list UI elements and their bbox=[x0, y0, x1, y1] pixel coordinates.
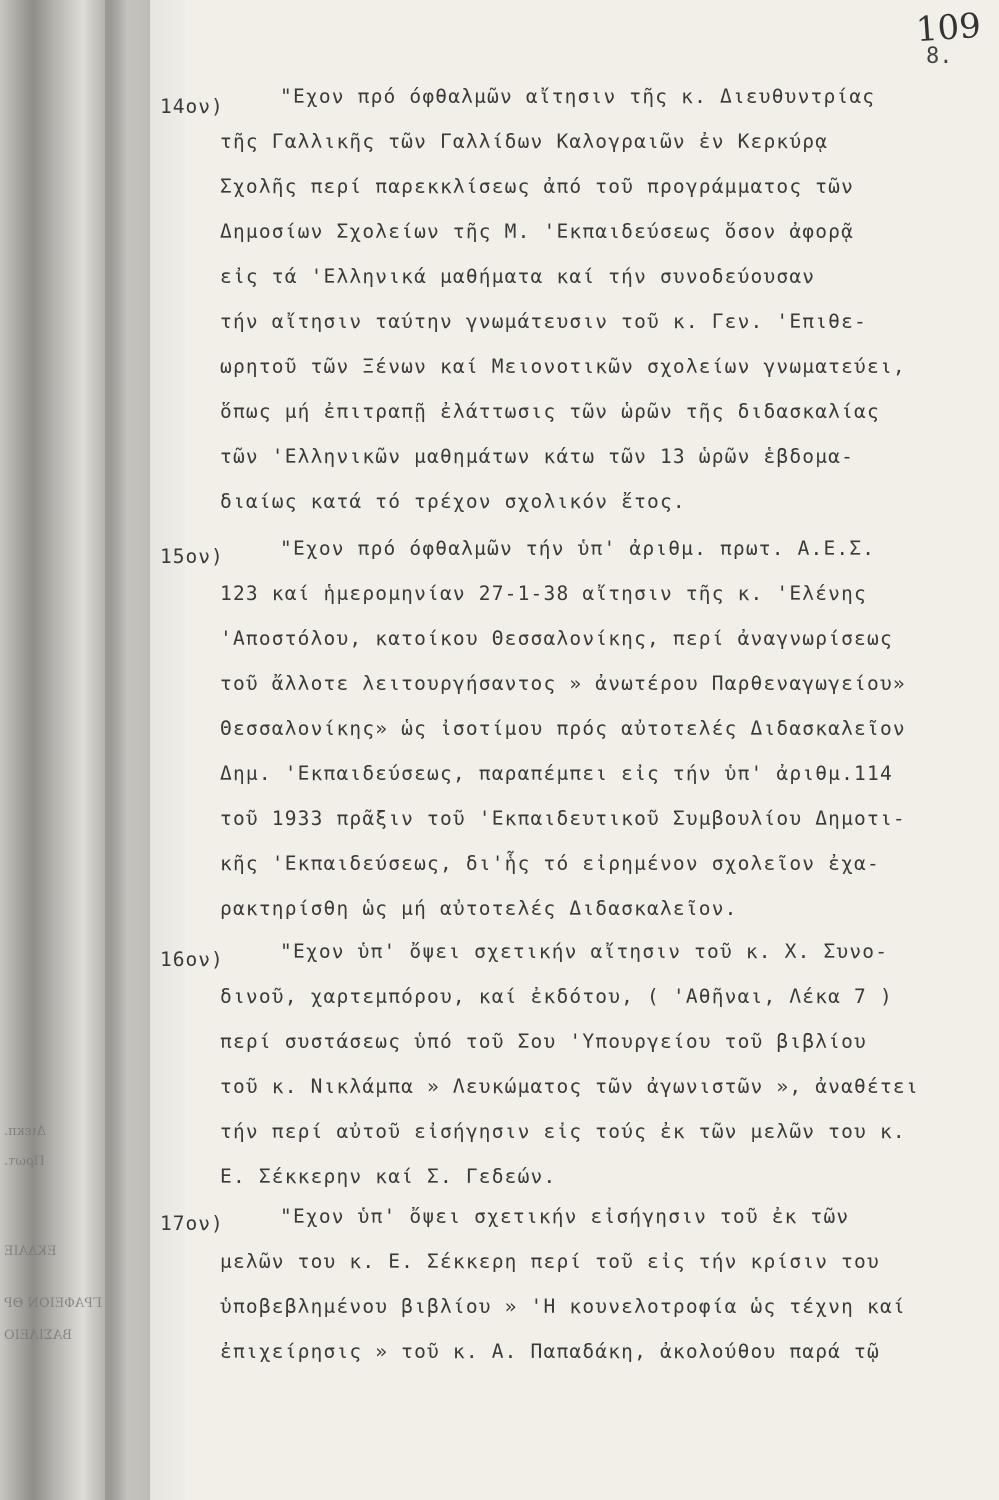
stamp-line: ΓΡΑΦΕΙΟΝ ΘΡ bbox=[4, 1296, 103, 1311]
stamp-line: ΕΚΔΑΙΕ bbox=[4, 1244, 57, 1259]
text-line: 123 καί ἡμερομηνίαν 27-1-38 αἴτησιν τῆς κ. 'Ελένης bbox=[220, 582, 867, 605]
text-line: ἐπιχείρησις » τοῦ κ. Α. Παπαδάκη, ἀκολούθου παρά τῷ bbox=[220, 1340, 880, 1363]
archive-stamp bbox=[0, 1110, 190, 1370]
text-line: τῶν 'Ελληνικῶν μαθημάτων κάτω τῶν 13 ὡρῶν ἑβδομα- bbox=[220, 445, 855, 468]
stamp-line: Διεκπ. bbox=[4, 1124, 47, 1139]
item-number: 16ον) bbox=[160, 948, 224, 971]
text-line: δινοῦ, χαρτεμπόρου, καί ἐκδότου, ( 'Αθῆναι, Λέκα 7 ) bbox=[220, 985, 893, 1008]
text-line: "Εχον ὑπ' ὄψει σχετικήν αἴτησιν τοῦ κ. Χ. Συνο- bbox=[280, 940, 889, 963]
page-number: 8. bbox=[926, 44, 953, 69]
text-line: Δημοσίων Σχολείων τῆς Μ. 'Εκπαιδεύσεως ὅσον ἀφορᾷ bbox=[220, 220, 855, 243]
stamp-line: Πρωτ. bbox=[4, 1154, 45, 1169]
text-line: Θεσσαλονίκης» ὡς ἰσοτίμου πρός αὐτοτελές Διδασκαλεῖον bbox=[220, 717, 906, 740]
stamp-line: ΒΑΣΙΛΕΙΟ bbox=[4, 1328, 72, 1343]
text-line: "Εχον πρό όφθαλμῶν αἴτησιν τῆς κ. Διευθυντρίας bbox=[280, 85, 876, 108]
item-number: 15ον) bbox=[160, 545, 224, 568]
item-number: 14ον) bbox=[160, 95, 224, 118]
text-line: Δημ. 'Εκπαιδεύσεως, παραπέμπει εἰς τήν ὑπ' ἀριθμ.114 bbox=[220, 762, 893, 785]
text-line: ωρητοῦ τῶν Ξένων καί Μειονοτικῶν σχολείων γνωματεύει, bbox=[220, 355, 906, 378]
text-line: τῆς Γαλλικῆς τῶν Γαλλίδων Καλογραιῶν ἐν Κερκύρᾳ bbox=[220, 130, 829, 153]
text-line: τήν αἴτησιν ταύτην γνωμάτευσιν τοῦ κ. Γεν. 'Επιθε- bbox=[220, 310, 867, 333]
item-number: 17ον) bbox=[160, 1212, 224, 1235]
text-line: τοῦ κ. Νικλάμπα » Λευκώματος τῶν ἀγωνιστῶν », ἀναθέτει bbox=[220, 1075, 919, 1098]
text-line: εἰς τά 'Ελληνικά μαθήματα καί τήν συνοδεύουσαν bbox=[220, 265, 816, 288]
text-line: ὅπως μή ἐπιτραπῇ ἐλάττωσις τῶν ὡρῶν τῆς διδασκαλίας bbox=[220, 400, 880, 423]
text-line: περί συστάσεως ὑπό τοῦ Σου 'Υπουργείου τοῦ βιβλίου bbox=[220, 1030, 867, 1053]
text-line: ὑποβεβλημένου βιβλίου » 'Η κουνελοτροφία ὡς τέχνη καί bbox=[220, 1295, 906, 1318]
text-line: 'Αποστόλου, κατοίκου Θεσσαλονίκης, περί ἀναγνωρίσεως bbox=[220, 627, 893, 650]
text-line: ρακτηρίσθη ὡς μή αὐτοτελές Διδασκαλεῖον. bbox=[220, 897, 738, 920]
text-line: κῆς 'Εκπαιδεύσεως, δι'ἧς τό εἰρημένον σχολεῖον ἐχα- bbox=[220, 852, 880, 875]
text-line: τοῦ 1933 πρᾶξιν τοῦ 'Εκπαιδευτικοῦ Συμβουλίου Δημοτι- bbox=[220, 807, 906, 830]
text-line: Ε. Σέκκερην καί Σ. Γεδεών. bbox=[220, 1165, 557, 1188]
text-line: "Εχον ὑπ' ὄψει σχετικήν εἰσήγησιν τοῦ ἐκ τῶν bbox=[280, 1205, 850, 1228]
text-line: τοῦ ἄλλοτε λειτουργήσαντος » ἀνωτέρου Παρθεναγωγείου» bbox=[220, 672, 906, 695]
handwritten-folio-number: 109 bbox=[914, 5, 983, 51]
text-line: Σχολῆς περί παρεκκλίσεως ἀπό τοῦ προγράμματος τῶν bbox=[220, 175, 855, 198]
text-line: μελῶν του κ. Ε. Σέκκερη περί τοῦ εἰς τήν κρίσιν του bbox=[220, 1250, 880, 1273]
text-line: "Εχον πρό όφθαλμῶν τήν ὑπ' ἀριθμ. πρωτ. Α.Ε.Σ. bbox=[280, 537, 876, 560]
text-line: τήν περί αὐτοῦ εἰσήγησιν εἰς τούς ἐκ τῶν μελῶν του κ. bbox=[220, 1120, 906, 1143]
text-line: διαίως κατά τό τρέχον σχολικόν ἔτος. bbox=[220, 490, 686, 513]
